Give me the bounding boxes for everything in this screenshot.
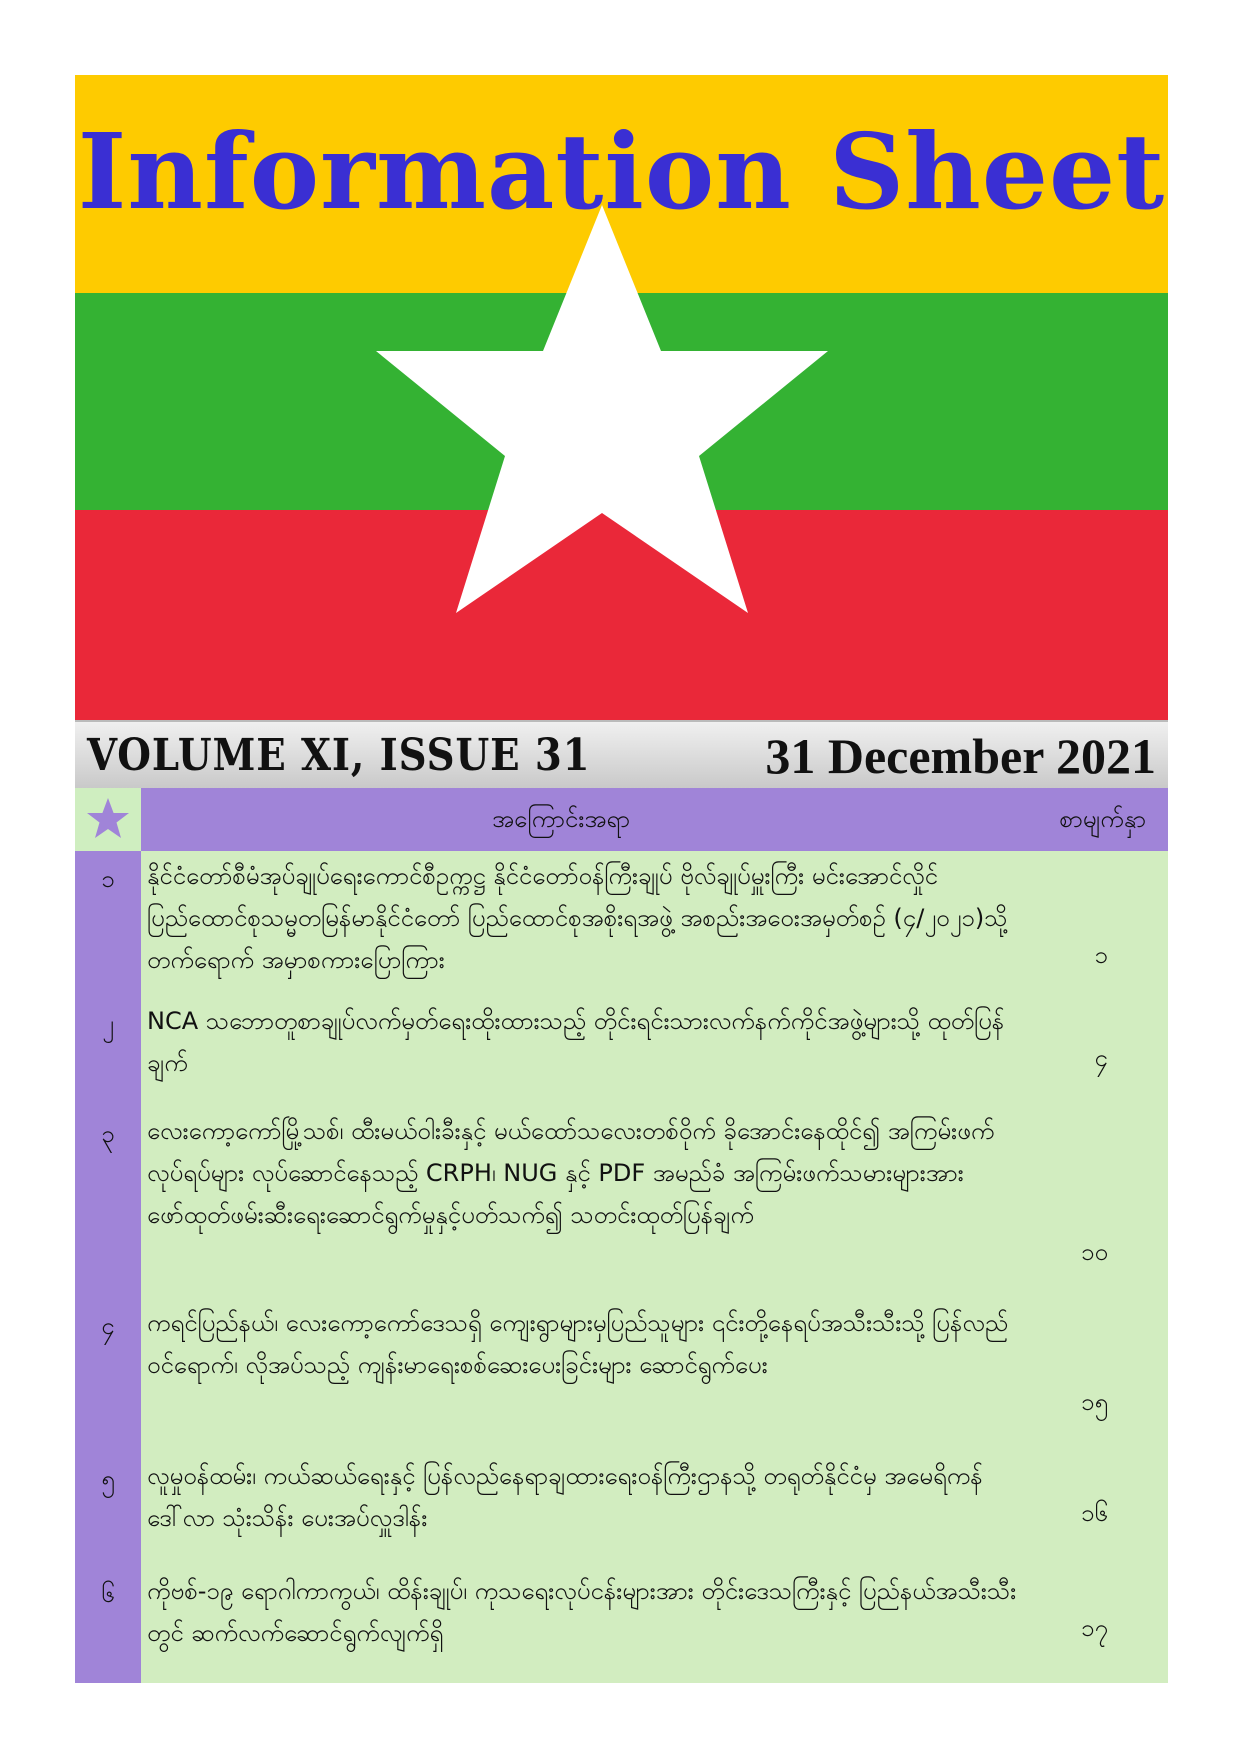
flag-banner (75, 75, 1168, 720)
toc-item-title[interactable]: လူမှုဝန်ထမ်း၊ ကယ်ဆယ်ရေးနှင့် ပြန်လည်နေရာချထားရေးဝန်ကြီးဌာနသို့ တရုတ်နိုင်ငံမှ အမေရိကန်ဒေါ်လာ သုံးသိန်း ပေးအပ်လှူဒါန်း (147, 1462, 983, 1532)
toc-item-page: ၁၇ (1081, 1614, 1108, 1642)
toc-item-number: ၁ (101, 865, 115, 893)
toc-header-page: စာမျက်နှာ (1059, 805, 1146, 833)
toc-item-title[interactable]: NCA သဘောတူစာချုပ်လက်မှတ်ရေးထိုးထားသည့် တိုင်းရင်းသားလက်နက်ကိုင်အဖွဲ့များသို့ ထုတ်ပြန်ချက် (147, 1007, 1005, 1077)
toc-item-page: ၁၅ (1081, 1388, 1108, 1416)
toc-item-page: ၄ (1094, 1044, 1108, 1072)
toc-item-title[interactable]: ကိုဗစ်-၁၉ ရောဂါကာကွယ်၊ ထိန်းချုပ်၊ ကုသရေးလုပ်ငန်းများအား တိုင်းဒေသကြီးနှင့် ပြည်နယ်အသီးသီးတွင် ဆက်လက်ဆောင်ရွက်လျက်ရှိ (147, 1577, 1017, 1647)
table-of-contents (75, 788, 1168, 1683)
toc-item-title[interactable]: နိုင်ငံတော်စီမံအုပ်ချုပ်ရေးကောင်စီဥက္ကဋ္ဌ နိုင်ငံတော်ဝန်ကြီးချုပ် ဗိုလ်ချုပ်မှူးကြီး မင်းအောင်လှိုင် ပြည်ထောင်စုသမ္မတမြန်မာနိုင်ငံတော် ပြည်ထောင်စုအစိုးရအဖွဲ့ အစည်းအဝေးအမှတ်စဉ် (၄/၂၀၂၁)သို့ တက်ရောက် အမှာစကားပြောကြား (147, 862, 1008, 974)
toc-header (75, 788, 1168, 851)
toc-item-number: ၃ (101, 1120, 115, 1148)
toc-number-column (75, 851, 141, 1683)
toc-item-page: ၁၀ (1081, 1238, 1108, 1266)
toc-header-star-cell (75, 788, 141, 851)
toc-body (75, 851, 1168, 1683)
toc-item-page: ၁၆ (1081, 1499, 1108, 1527)
toc-item-title[interactable]: ကရင်ပြည်နယ်၊ လေးကော့ကော်ဒေသရှိ ကျေးရွာများမှပြည်သူများ ၎င်းတို့နေရပ်အသီးသီးသို့ ပြန်လည်ဝင်ရောက်၊ လိုအပ်သည့် ကျန်းမာရေးစစ်ဆေးပေးခြင်းများ ဆောင်ရွက်ပေး (147, 1309, 1009, 1379)
banner-title: Information Sheet (77, 110, 1166, 233)
toc-item-number: ၄ (101, 1312, 115, 1340)
issue-bar (75, 720, 1168, 790)
toc-item-number: ၅ (101, 1465, 115, 1493)
star-icon (85, 796, 131, 842)
toc-header-contents: အကြောင်းအရာ (492, 805, 630, 833)
toc-item-number: ၂ (102, 1010, 114, 1038)
issue-date: 31 December 2021 (765, 728, 1156, 784)
toc-item-page: ၁ (1094, 941, 1108, 969)
volume-label: VOLUME XI, ISSUE 31 (87, 730, 591, 781)
toc-item-number: ၆ (101, 1580, 115, 1608)
toc-item-title[interactable]: လေးကော့ကော်မြို့သစ်၊ ထီးမယ်ဝါးခီးနှင့် မယ်ထော်သလေးတစ်ဝိုက် ခိုအောင်းနေထိုင်၍ အကြမ်းဖက်လုပ်ရပ်များ လုပ်ဆောင်နေသည့် CRPH၊ NUG နှင့် PDF အမည်ခံ အကြမ်းဖက်သမားများအား ဖော်ထုတ်ဖမ်းဆီးရေးဆောင်ရွက်မှုနှင့်ပတ်သက်၍ သတင်းထုတ်ပြန်ချက် (147, 1117, 995, 1229)
